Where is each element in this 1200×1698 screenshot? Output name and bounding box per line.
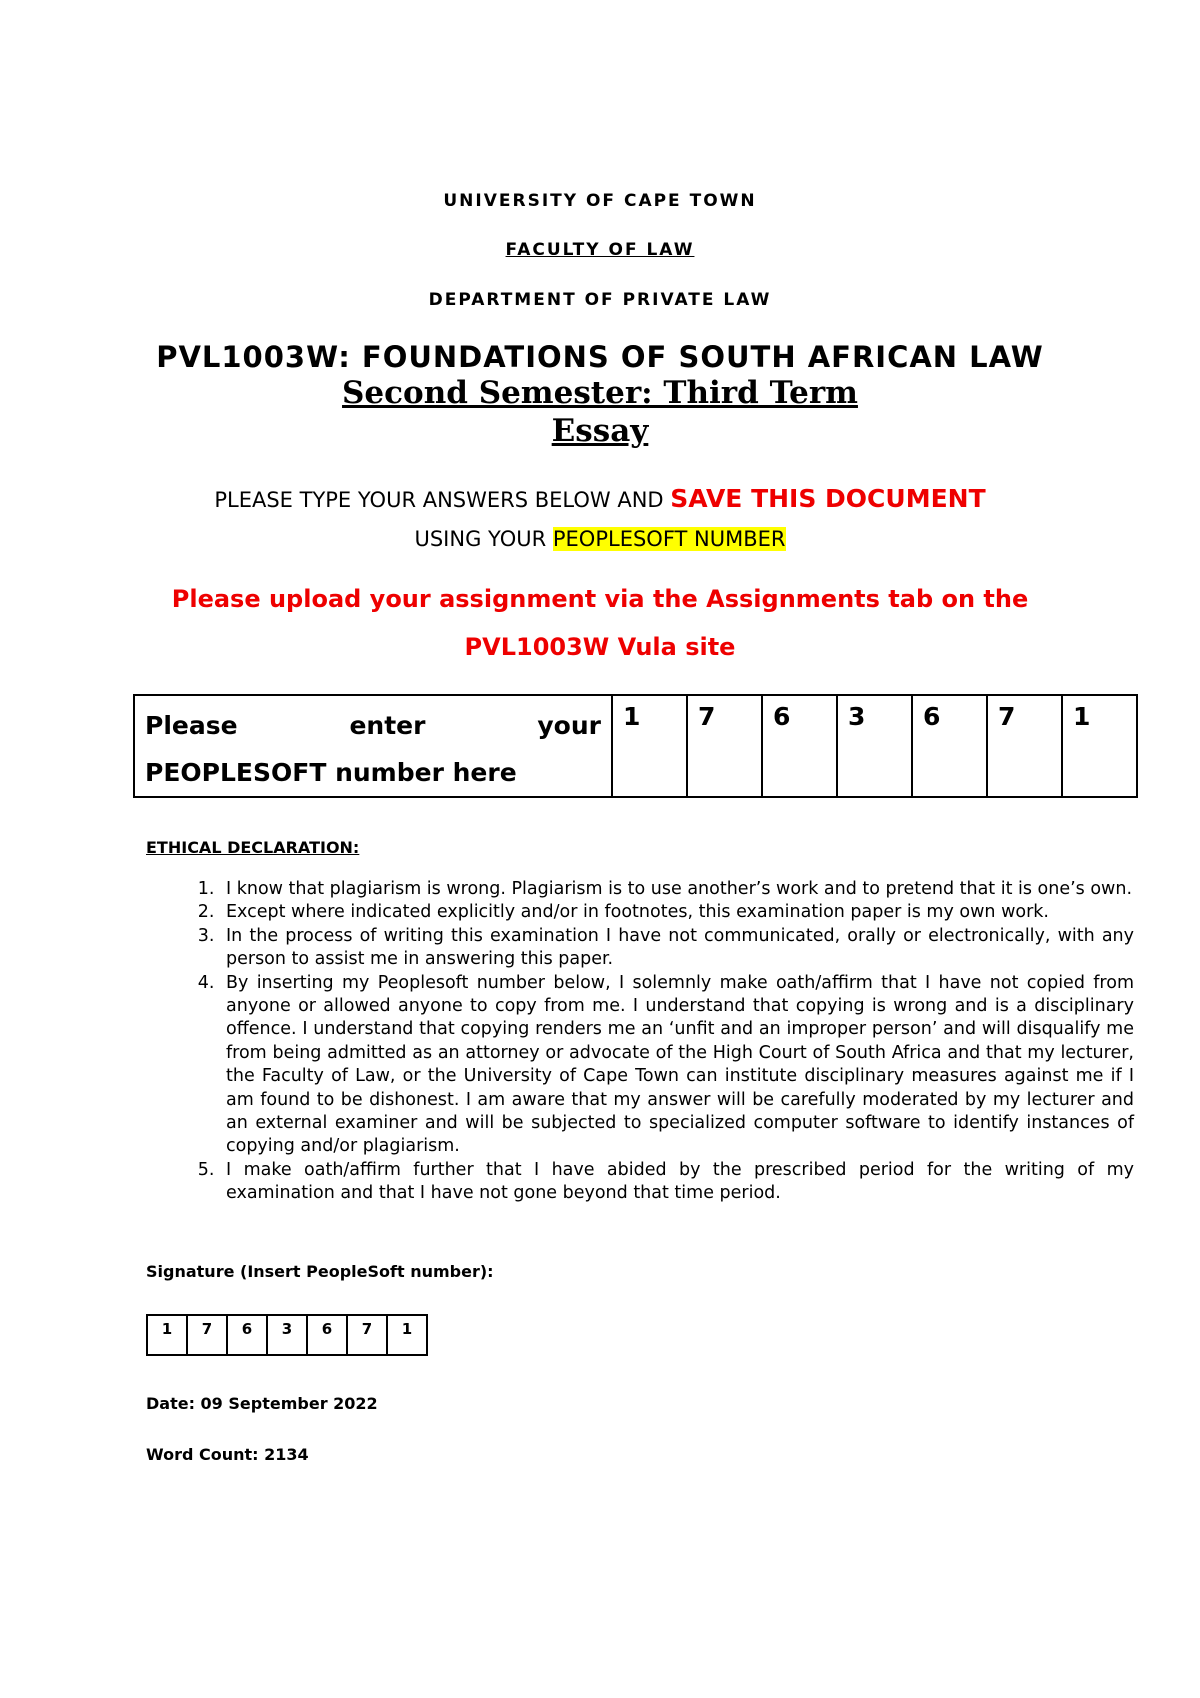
- peoplesoft-instruction-highlight: PEOPLESOFT NUMBER: [552, 527, 786, 551]
- peoplesoft-digit-cell[interactable]: 6: [912, 695, 987, 797]
- peoplesoft-label-line2: PEOPLESOFT number here: [145, 758, 517, 787]
- peoplesoft-number-table: [133, 694, 1138, 798]
- ethical-declaration-list: [146, 878, 1134, 1206]
- department-name: DEPARTMENT OF PRIVATE LAW: [428, 290, 772, 310]
- upload-instruction-line2: PVL1003W Vula site: [464, 633, 736, 661]
- peoplesoft-digit-cell[interactable]: 1: [1062, 695, 1137, 797]
- peoplesoft-digit-cell[interactable]: 7: [987, 695, 1062, 797]
- save-instruction-emphasis: SAVE THIS DOCUMENT: [670, 484, 986, 513]
- signature-digit-cell[interactable]: 1: [387, 1315, 427, 1355]
- peoplesoft-digit-cell[interactable]: 7: [687, 695, 762, 797]
- semester-title: [0, 375, 1200, 411]
- date-line: Date: 09 September 2022: [146, 1394, 378, 1413]
- signature-number-table: [146, 1314, 428, 1356]
- ethical-declaration-heading: ETHICAL DECLARATION:: [146, 838, 360, 857]
- semester-text: Second Semester: Third Term: [342, 375, 858, 411]
- peoplesoft-digit-cell[interactable]: 3: [837, 695, 912, 797]
- signature-digit-cell[interactable]: 3: [267, 1315, 307, 1355]
- declaration-item: 1. I know that plagiarism is wrong. Plagiarism is to use another’s work and to pretend that it is one’s own.: [220, 878, 1134, 901]
- declaration-item: 3. In the process of writing this examination I have not communicated, orally or electronically, with any person to assist me in answering this paper.: [220, 925, 1134, 972]
- signature-digit-cell[interactable]: 6: [307, 1315, 347, 1355]
- peoplesoft-digit-cell[interactable]: 6: [762, 695, 837, 797]
- word-count-line: Word Count: 2134: [146, 1445, 309, 1464]
- peoplesoft-instruction: [0, 527, 1200, 551]
- save-instruction: [0, 484, 1200, 513]
- signature-digit-cell[interactable]: 6: [227, 1315, 267, 1355]
- declaration-item: 4. By inserting my Peoplesoft number below, I solemnly make oath/affirm that I have not copied from anyone or allowed anyone to copy from me. I understand that copying is wrong and is a disciplinary offence. I understand that copying renders me an ‘unfit and an improper person’ and will disqualify me from being admitted as an attorney or advocate of the High Court of South Africa and that my lecturer, the Faculty of Law, or the University of Cape Town can institute disciplinary measures against me if I am found to be dishonest. I am aware that my answer will be carefully moderated by my lecturer and an external examiner and will be subjected to specialized computer software to identify instances of copying and/or plagiarism.: [220, 972, 1134, 1159]
- peoplesoft-label-line1: [145, 702, 601, 749]
- label-word: Please: [145, 711, 238, 740]
- faculty-text: FACULTY OF LAW: [505, 240, 695, 260]
- upload-instruction-line1: Please upload your assignment via the Assignments tab on the: [171, 585, 1029, 613]
- signature-digit-cell[interactable]: 7: [187, 1315, 227, 1355]
- assessment-text: Essay: [551, 413, 649, 449]
- declaration-item: 2. Except where indicated explicitly and/or in footnotes, this examination paper is my own work.: [220, 901, 1134, 924]
- peoplesoft-row: [134, 695, 1137, 797]
- assessment-title: [0, 413, 1200, 449]
- declaration-item: 5. I make oath/affirm further that I have abided by the prescribed period for the writing of my examination and that I have not gone beyond that time period.: [220, 1159, 1134, 1206]
- course-title: PVL1003W: FOUNDATIONS OF SOUTH AFRICAN LAW: [156, 340, 1044, 374]
- label-word: enter: [349, 711, 426, 740]
- label-word: your: [537, 711, 601, 740]
- peoplesoft-label-cell: [134, 695, 612, 797]
- faculty-name: [0, 240, 1200, 260]
- peoplesoft-digit-cell[interactable]: 1: [612, 695, 687, 797]
- signature-row: [147, 1315, 427, 1355]
- signature-digit-cell[interactable]: 7: [347, 1315, 387, 1355]
- peoplesoft-instruction-prefix: USING YOUR: [414, 527, 553, 551]
- signature-heading: Signature (Insert PeopleSoft number):: [146, 1262, 494, 1281]
- signature-digit-cell[interactable]: 1: [147, 1315, 187, 1355]
- university-name: UNIVERSITY OF CAPE TOWN: [443, 191, 757, 211]
- save-instruction-prefix: PLEASE TYPE YOUR ANSWERS BELOW AND: [214, 488, 671, 512]
